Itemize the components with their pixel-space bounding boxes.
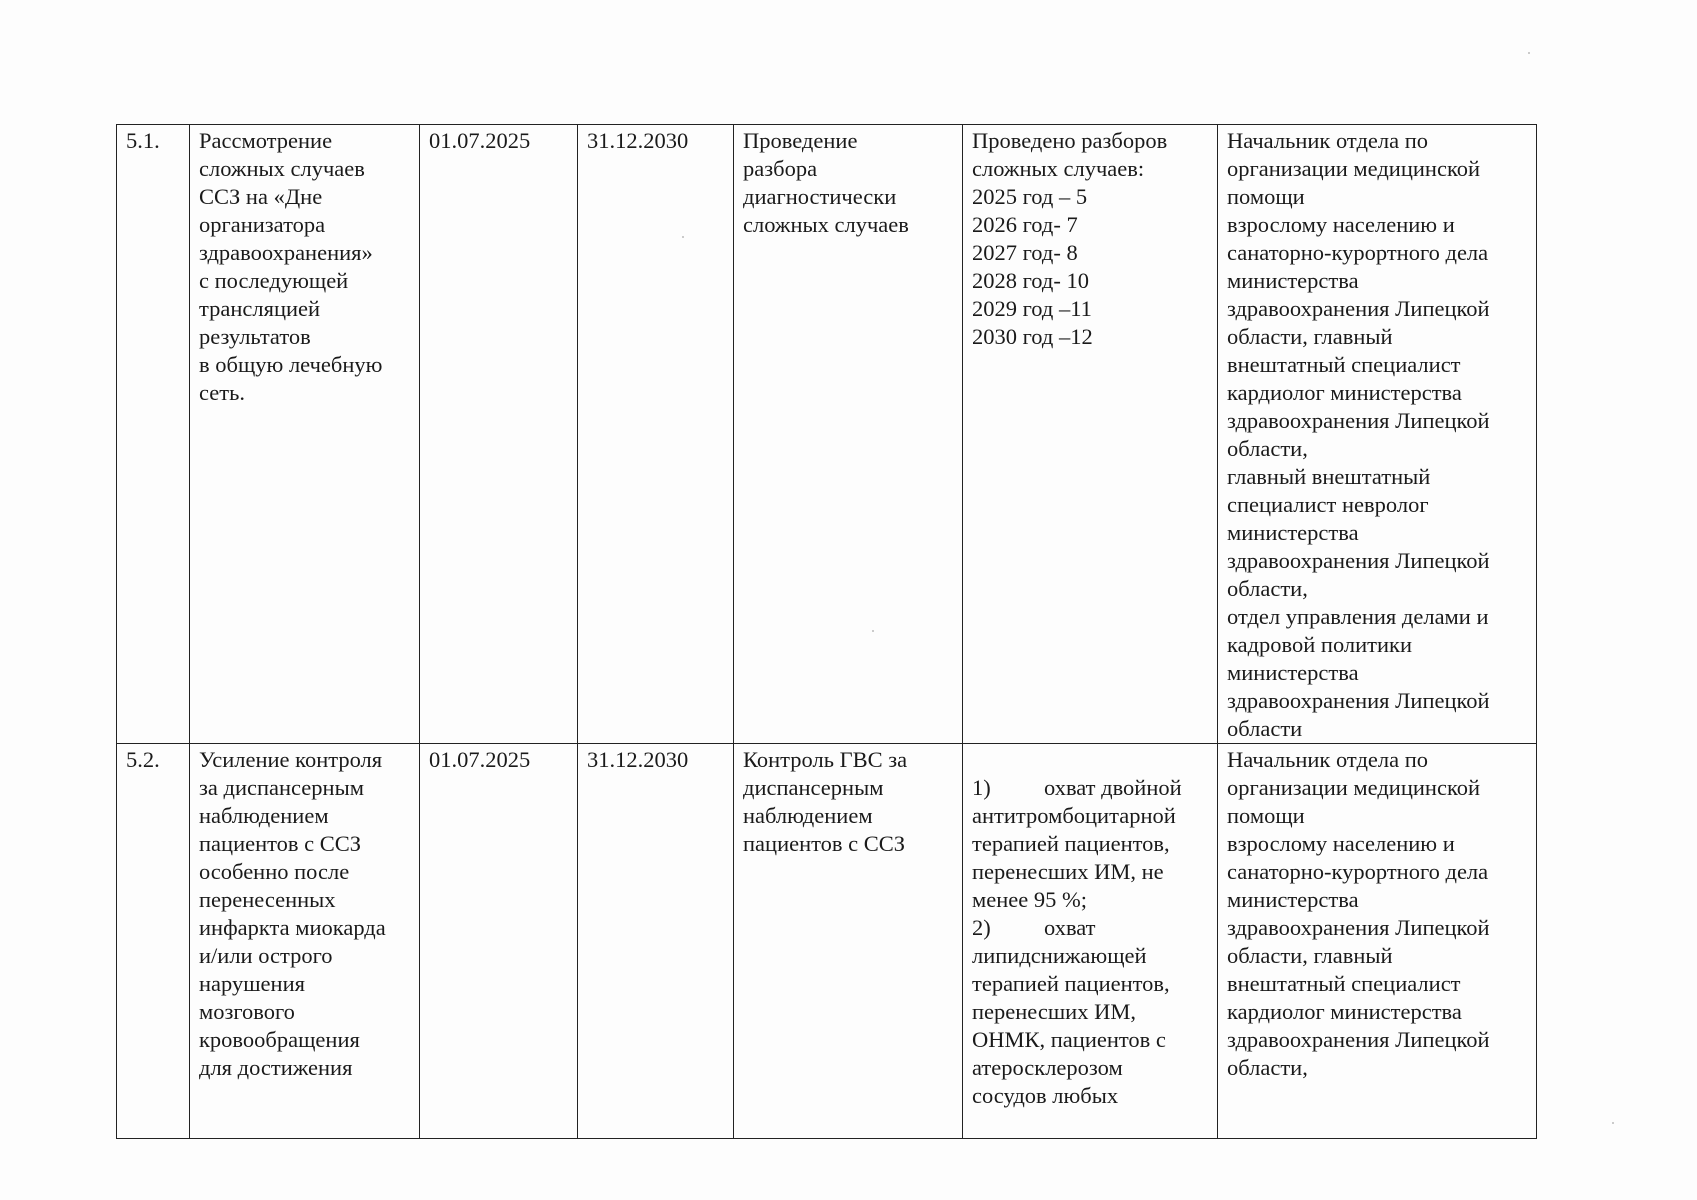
indicator-text: Проведено разборов сложных случаев: 2025 год – 5 2026 год- 7 2027 год- 8 2028 год- 10 2029 год –11 2030 год –12 <box>972 128 1168 349</box>
indicator-marker: 2) <box>972 915 991 940</box>
row-number: 5.1. <box>126 128 160 153</box>
indicator-list <box>972 746 1217 1138</box>
responsible-text: Начальник отдела по организации медицинской помощи взрослому населению и санаторно-курортного дела министерства здравоохранения Липецкой области, главный внештатный специалист кардиолог министерства здравоохранения Липецкой области, <box>1227 747 1490 1080</box>
start-date-cell <box>420 125 578 744</box>
table-row <box>117 744 1537 1139</box>
start-date-cell <box>420 744 578 1139</box>
row-number-cell <box>117 744 190 1139</box>
indicator-cell <box>963 744 1218 1139</box>
scan-speck <box>872 630 874 632</box>
responsible-cell <box>1218 744 1537 1139</box>
row-number: 5.2. <box>126 747 160 772</box>
end-date: 31.12.2030 <box>587 128 689 153</box>
end-date-cell <box>578 125 734 744</box>
result-text: Проведение разбора диагностически сложных случаев <box>743 128 909 237</box>
indicator-cell <box>963 125 1218 744</box>
result-cell <box>734 125 963 744</box>
end-date-cell <box>578 744 734 1139</box>
indicator-rest: антитромбоцитарной терапией пациентов, перенесших ИМ, не менее 95 %; <box>972 803 1176 912</box>
indicator-first: охват двойной <box>1044 775 1182 800</box>
scan-speck <box>1612 1122 1614 1124</box>
row-number-cell <box>117 125 190 744</box>
scan-speck <box>682 236 684 238</box>
result-cell <box>734 744 963 1139</box>
responsible-text: Начальник отдела по организации медицинской помощи взрослому населению и санаторно-курортного дела министерства здравоохранения Липецкой области, главный внештатный специалист кардиолог министерства здравоохранения Липецкой области, главный внештатный специалист невролог министерства здравоохранения Липецкой области, отдел управления делами и кадровой политики министерства здравоохранения Липецкой области <box>1227 128 1490 741</box>
table-row <box>117 125 1537 744</box>
indicator-rest: липидснижающей терапией пациентов, перенесших ИМ, ОНМК, пациентов с атеросклерозом сосудов любых <box>972 943 1170 1108</box>
responsible-cell <box>1218 125 1537 744</box>
scan-speck <box>1528 52 1530 54</box>
indicator-item-1 <box>972 774 1217 802</box>
event-cell <box>190 744 420 1139</box>
event-text: Рассмотрение сложных случаев ССЗ на «Дне организатора здравоохранения» с последующей трансляцией результатов в общую лечебную сеть. <box>199 128 383 405</box>
indicator-item-2 <box>972 914 1217 942</box>
start-date: 01.07.2025 <box>429 128 531 153</box>
plan-table <box>116 124 1537 1139</box>
event-text: Усиление контроля за диспансерным наблюдением пациентов с ССЗ особенно после перенесенных инфаркта миокарда и/или острого нарушения мозгового кровообращения для достижения <box>199 747 386 1080</box>
indicator-first: охват <box>1044 915 1096 940</box>
start-date: 01.07.2025 <box>429 747 531 772</box>
indicator-marker: 1) <box>972 775 991 800</box>
result-text: Контроль ГВС за диспансерным наблюдением пациентов с ССЗ <box>743 747 908 856</box>
event-cell <box>190 125 420 744</box>
end-date: 31.12.2030 <box>587 747 689 772</box>
